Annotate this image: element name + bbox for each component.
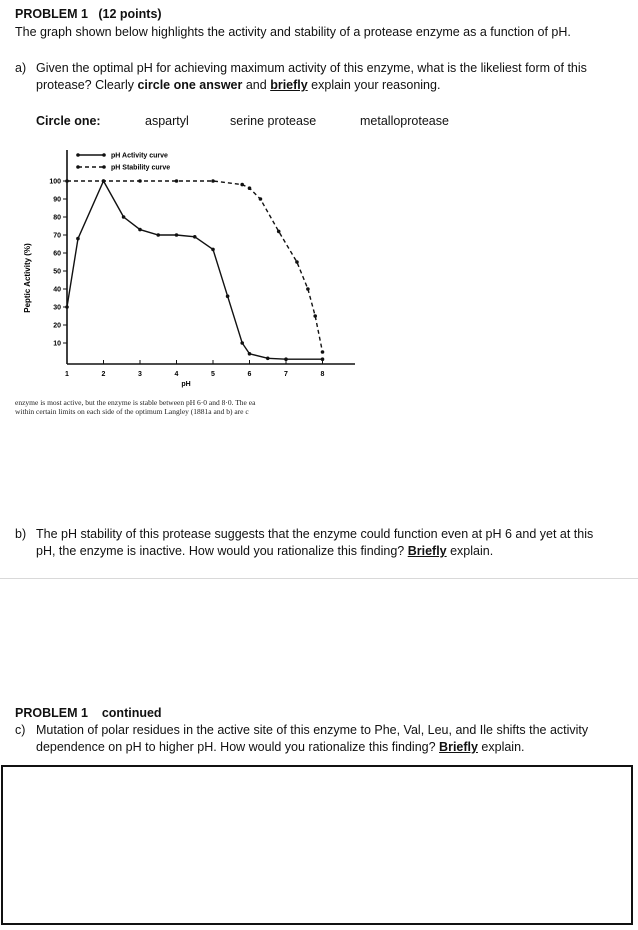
x-tick-label: 5 <box>211 371 215 378</box>
x-tick-label: 6 <box>247 371 252 378</box>
activity-data-point <box>284 357 288 361</box>
activity-data-point <box>193 235 197 239</box>
y-tick-label: 20 <box>53 322 61 330</box>
part-c-label: c) <box>15 723 26 737</box>
legend-stability-label: pH Stability curve <box>111 164 171 172</box>
chart-caption-line1: enzyme is most active, but the enzyme is stable between pH 6·0 and 8·0. The ea <box>15 398 256 407</box>
stability-data-point <box>259 197 263 201</box>
part-b-question-line2: pH, the enzyme is inactive. How would you rationalize this finding? Briefly explain. <box>36 544 494 558</box>
stability-curve-line <box>67 181 323 352</box>
stability-data-point <box>321 350 325 354</box>
chart-legend <box>76 153 170 172</box>
part-a-question-line2: protease? Clearly circle one answer and briefly explain your reasoning. <box>36 78 441 92</box>
activity-data-point <box>76 237 80 241</box>
option-metalloprotease[interactable]: metalloprotease <box>360 114 449 128</box>
activity-data-point <box>240 341 244 345</box>
activity-curve-line <box>67 181 323 359</box>
chart-series <box>65 179 324 361</box>
y-tick-label: 60 <box>53 250 61 258</box>
option-serine-protease[interactable]: serine protease <box>230 114 317 128</box>
stability-data-point <box>295 260 299 264</box>
part-c-question-line1: Mutation of polar residues in the active site of this enzyme to Phe, Val, Leu, and Ile shifts the activity <box>36 723 589 737</box>
stability-data-point <box>313 314 317 318</box>
part-c-question-line2: dependence on pH to higher pH. How would you rationalize this finding? Briefly explain. <box>36 740 525 754</box>
x-axis-ticks <box>65 360 325 378</box>
y-tick-label: 30 <box>53 304 61 312</box>
x-axis-label: pH <box>181 381 191 388</box>
answer-box[interactable] <box>1 765 633 925</box>
activity-data-point <box>175 233 179 237</box>
x-tick-label: 3 <box>138 371 142 378</box>
legend-marker <box>102 165 106 169</box>
stability-data-point <box>65 179 69 183</box>
y-tick-label: 90 <box>53 196 61 204</box>
activity-data-point <box>156 233 160 237</box>
stability-data-point <box>240 183 244 187</box>
y-tick-label: 10 <box>53 340 61 348</box>
stability-data-point <box>211 179 215 183</box>
part-a-question-line1: Given the optimal pH for achieving maximum activity of this enzyme, what is the likeliest form of this <box>36 61 587 75</box>
stability-data-point <box>248 186 252 190</box>
stability-data-point <box>102 179 106 183</box>
stability-data-point <box>277 230 281 234</box>
x-tick-label: 8 <box>320 371 325 378</box>
activity-data-point <box>266 357 270 361</box>
part-b-label: b) <box>15 527 27 541</box>
stability-data-point <box>306 287 310 291</box>
y-tick-label: 40 <box>53 286 61 294</box>
page-break-divider <box>0 578 638 579</box>
option-aspartyl[interactable]: aspartyl <box>145 114 189 128</box>
activity-data-point <box>65 305 69 309</box>
y-tick-label: 100 <box>49 178 61 186</box>
stability-data-point <box>175 179 179 183</box>
x-tick-label: 1 <box>65 371 69 378</box>
ph-activity-chart <box>0 140 370 390</box>
legend-marker <box>102 153 106 157</box>
chart-caption-line2: within certain limits on each side of the optimum Langley (1881a and b) are c <box>15 407 249 416</box>
activity-data-point <box>122 215 126 219</box>
chart-axes <box>67 150 355 364</box>
activity-data-point <box>138 228 142 232</box>
legend-marker <box>76 153 80 157</box>
x-tick-label: 7 <box>284 371 288 378</box>
part-a-label: a) <box>15 61 27 75</box>
activity-data-point <box>321 357 325 361</box>
x-tick-label: 2 <box>101 371 106 378</box>
problem-intro: The graph shown below highlights the activity and stability of a protease enzyme as a function of pH. <box>15 25 571 39</box>
x-tick-label: 4 <box>174 371 179 378</box>
y-tick-label: 70 <box>53 232 61 240</box>
problem-heading: PROBLEM 1 (12 points) <box>15 7 162 21</box>
part-b-question-line1: The pH stability of this protease suggests that the enzyme could function even at pH 6 and yet at this <box>36 527 594 541</box>
y-tick-label: 80 <box>53 214 61 222</box>
y-axis-ticks <box>49 179 67 348</box>
legend-activity-label: pH Activity curve <box>111 152 168 160</box>
continued-heading: PROBLEM 1 continued <box>15 706 162 720</box>
circle-one-label: Circle one: <box>36 114 101 128</box>
stability-data-point <box>138 179 142 183</box>
activity-data-point <box>248 352 252 356</box>
legend-marker <box>76 165 80 169</box>
y-axis-label: Peptic Activity (%) <box>23 243 32 313</box>
activity-data-point <box>226 294 230 298</box>
y-tick-label: 50 <box>53 268 61 276</box>
activity-data-point <box>211 248 215 252</box>
